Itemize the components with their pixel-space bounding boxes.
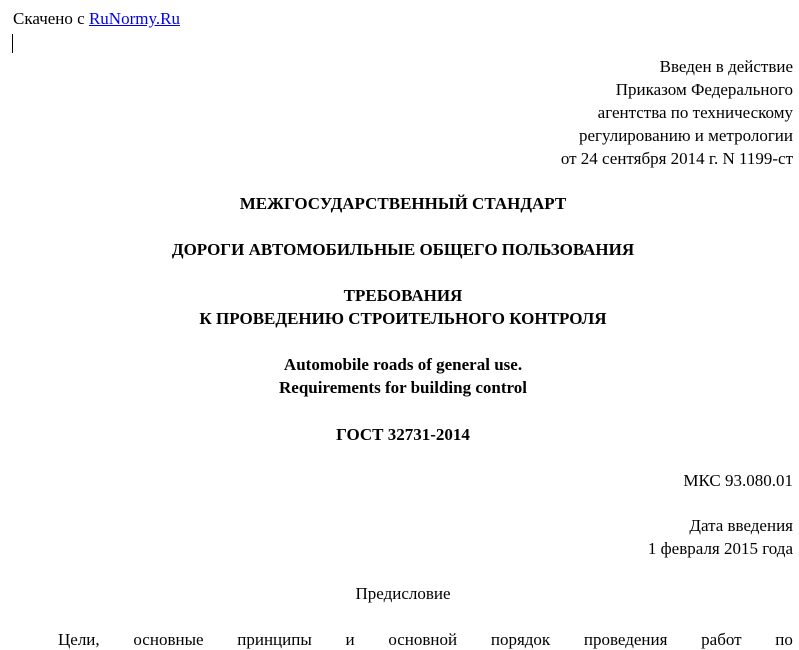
paragraph-word: основные xyxy=(133,630,204,649)
paragraph-word: работ xyxy=(701,630,742,649)
approval-line: регулированию и метрологии xyxy=(578,126,793,145)
english-title xyxy=(0,353,799,399)
source-line xyxy=(13,9,180,29)
mks-code: МКС 93.080.01 xyxy=(683,471,793,490)
subtitle-line: ТРЕБОВАНИЯ xyxy=(343,286,463,305)
english-title-line: Requirements for building control xyxy=(279,378,527,397)
text-cursor xyxy=(12,34,13,53)
source-link[interactable]: RuNormy.Ru xyxy=(88,9,180,28)
standard-code: ГОСТ 32731-2014 xyxy=(336,425,470,444)
english-title-line: Automobile roads of general use. xyxy=(283,355,523,374)
approval-line: Приказом Федерального xyxy=(615,80,793,99)
subtitle-line: К ПРОВЕДЕНИЮ СТРОИТЕЛЬНОГО КОНТРОЛЯ xyxy=(199,309,607,328)
source-prefix: Скачено с xyxy=(13,9,85,28)
approval-line: агентства по техническому xyxy=(597,103,793,122)
paragraph-word: порядок xyxy=(490,630,551,649)
intro-date-value: 1 февраля 2015 года xyxy=(647,539,793,558)
paragraph-word: Цели, xyxy=(58,630,100,649)
paragraph-word: проведения xyxy=(583,630,668,649)
paragraph-word: основной xyxy=(388,630,458,649)
preface-paragraph xyxy=(58,630,793,650)
standard-type: МЕЖГОСУДАРСТВЕННЫЙ СТАНДАРТ xyxy=(239,194,567,213)
approval-line: Введен в действие xyxy=(659,57,793,76)
intro-date-block xyxy=(648,514,793,560)
approval-line: от 24 сентября 2014 г. N 1199-ст xyxy=(560,149,793,168)
document-title: ДОРОГИ АВТОМОБИЛЬНЫЕ ОБЩЕГО ПОЛЬЗОВАНИЯ xyxy=(171,240,635,259)
document-subtitle xyxy=(0,284,799,330)
intro-date-label: Дата введения xyxy=(689,516,793,535)
paragraph-word: и xyxy=(345,630,355,649)
preface-heading: Предисловие xyxy=(355,584,451,603)
paragraph-word: принципы xyxy=(237,630,312,649)
paragraph-word: по xyxy=(775,630,793,649)
approval-block xyxy=(561,55,793,170)
